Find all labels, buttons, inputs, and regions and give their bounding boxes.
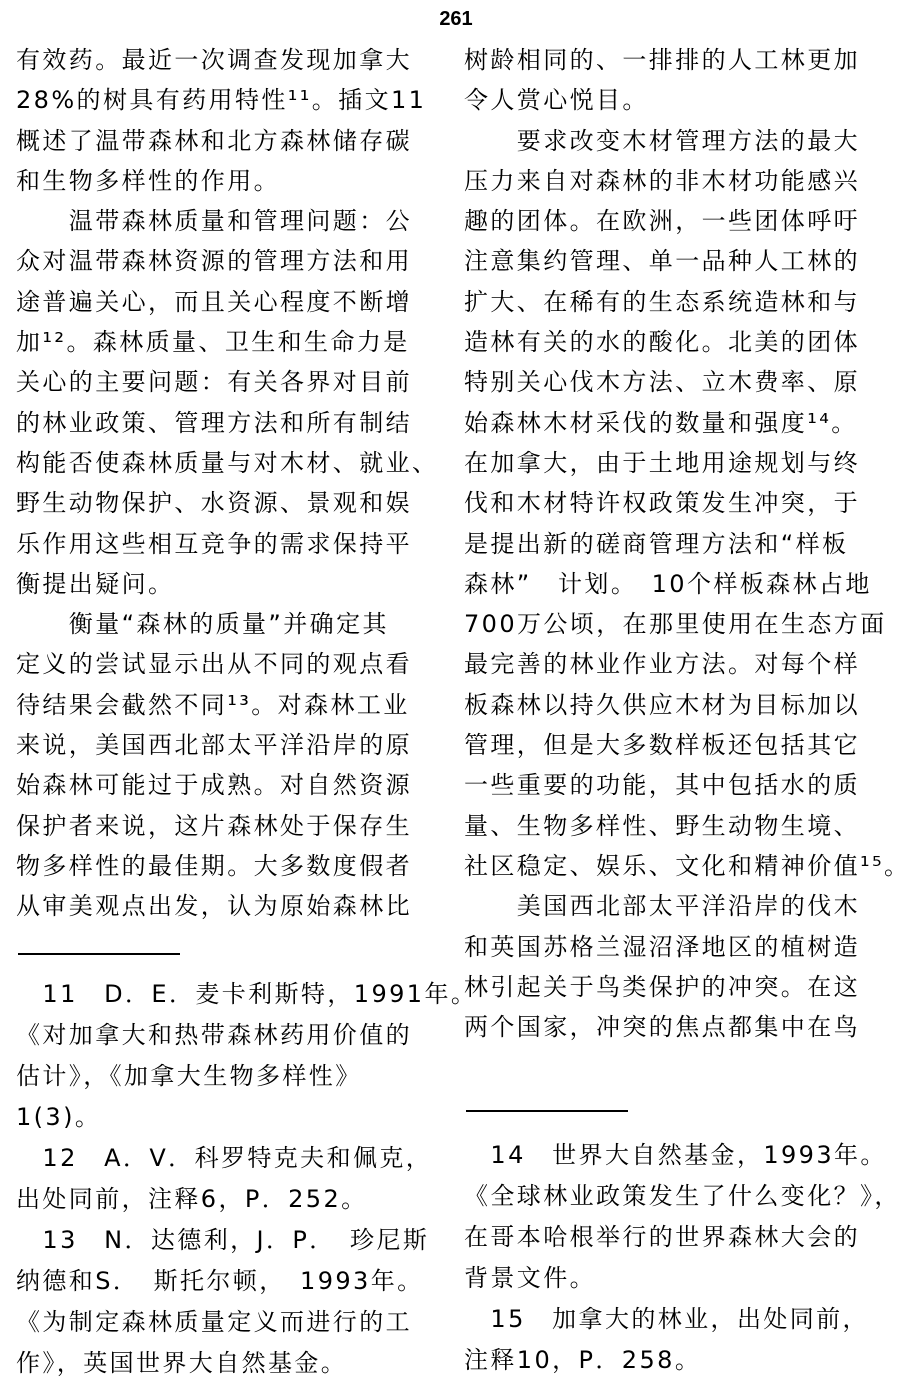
text-line: 28%的树具有药用特性¹¹。插文11 xyxy=(16,86,427,115)
text-line: 和生物多样性的作用。 xyxy=(16,166,280,195)
footnote-line: 出处同前，注释6，P．252。 xyxy=(16,1185,368,1213)
text-line: 两个国家，冲突的焦点都集中在鸟 xyxy=(464,1013,860,1042)
text-line: 令人赏心悦目。 xyxy=(464,86,649,115)
text-line: 树龄相同的、一排排的人工林更加 xyxy=(464,46,860,74)
text-line: 衡提出疑问。 xyxy=(16,569,175,598)
text-line: 管理，但是大多数样板还包括其它 xyxy=(464,731,860,760)
text-line: 待结果会截然不同¹³。对森林工业 xyxy=(16,690,410,719)
text-line: 要求改变木材管理方法的最大 xyxy=(464,126,860,155)
text-line: 来说，美国西北部太平洋沿岸的原 xyxy=(16,731,412,760)
text-line: 的林业政策、管理方法和所有制结 xyxy=(16,408,412,437)
text-line: 温带森林质量和管理问题：公 xyxy=(16,207,412,236)
footnote-line: 14 世界大自然基金，1993年。 xyxy=(464,1141,887,1169)
text-line: 美国西北部太平洋沿岸的伐木 xyxy=(464,892,860,921)
footnote-line: 作》，英国世界大自然基金。 xyxy=(16,1349,348,1377)
footnote-line: 在哥本哈根举行的世界森林大会的 xyxy=(464,1223,860,1251)
right-footnote-separator xyxy=(466,1110,628,1113)
left-footnotes xyxy=(16,974,478,1384)
text-line: 保护者来说，这片森林处于保存生 xyxy=(16,811,412,840)
footnote-line: 《为制定森林质量定义而进行的工 xyxy=(16,1308,412,1336)
text-line: 物多样性的最佳期。大多数度假者 xyxy=(16,851,412,880)
text-line: 特别关心伐木方法、立木费率、原 xyxy=(464,368,860,397)
right-footnotes xyxy=(464,1135,904,1381)
text-line: 从审美观点出发，认为原始森林比 xyxy=(16,892,412,921)
text-line: 700万公顷，在那里使用在生态方面 xyxy=(464,610,887,639)
text-line: 社区稳定、娱乐、文化和精神价值¹⁵。 xyxy=(464,851,911,880)
page-number: 261 xyxy=(439,8,473,30)
footnote-line: 11 D．E．麦卡利斯特，1991年。 xyxy=(16,980,478,1008)
footnote-line: 1(3)。 xyxy=(16,1103,102,1131)
left-footnote-separator xyxy=(18,953,180,956)
left-column-body xyxy=(16,40,456,927)
footnote-line: 《全球林业政策发生了什么变化？》， xyxy=(464,1182,901,1210)
text-line: 概述了温带森林和北方森林储存碳 xyxy=(16,126,412,155)
footnote-line: 注释10，P．258。 xyxy=(464,1346,702,1374)
text-line: 趣的团体。在欧洲，一些团体呼吁 xyxy=(464,207,860,236)
text-line: 和英国苏格兰湿沼泽地区的植树造 xyxy=(464,932,860,961)
footnote-line: 《对加拿大和热带森林药用价值的 xyxy=(16,1021,412,1049)
text-line: 林引起关于鸟类保护的冲突。在这 xyxy=(464,972,860,1001)
footnote-line: 纳德和S． 斯托尔顿， 1993年。 xyxy=(16,1267,424,1295)
footnote-line: 13 N．达德利，J．P． 珍尼斯 xyxy=(16,1226,430,1254)
text-line: 始森林可能过于成熟。对自然资源 xyxy=(16,771,412,800)
text-line: 野生动物保护、水资源、景观和娱 xyxy=(16,489,412,518)
text-line: 造林有关的水的酸化。北美的团体 xyxy=(464,328,860,357)
text-line: 扩大、在稀有的生态系统造林和与 xyxy=(464,287,860,316)
text-line: 注意集约管理、单一品种人工林的 xyxy=(464,247,860,276)
footnote-line: 背景文件。 xyxy=(464,1264,596,1292)
text-line: 乐作用这些相互竞争的需求保持平 xyxy=(16,529,412,558)
text-line: 森林” 计划。 10个样板森林占地 xyxy=(464,569,872,598)
footnote-line: 15 加拿大的林业，出处同前， xyxy=(464,1305,869,1333)
text-line: 压力来自对森林的非木材功能感兴 xyxy=(464,166,860,195)
text-line: 始森林木材采伐的数量和强度¹⁴。 xyxy=(464,408,858,437)
text-line: 板森林以持久供应木材为目标加以 xyxy=(464,690,860,719)
text-line: 途普遍关心，而且关心程度不断增 xyxy=(16,287,412,316)
text-line: 一些重要的功能，其中包括水的质 xyxy=(464,771,860,800)
text-line: 众对温带森林资源的管理方法和用 xyxy=(16,247,412,276)
text-line: 构能否使森林质量与对木材、就业、 xyxy=(16,448,439,477)
right-column-body xyxy=(464,40,911,1047)
text-line: 加¹²。森林质量、卫生和生命力是 xyxy=(16,328,410,357)
text-line: 定义的尝试显示出从不同的观点看 xyxy=(16,650,412,679)
text-line: 最完善的林业作业方法。对每个样 xyxy=(464,650,860,679)
text-line: 量、生物多样性、野生动物生境、 xyxy=(464,811,860,840)
footnote-line: 12 A．V．科罗特克夫和佩克， xyxy=(16,1144,433,1172)
text-line: 有效药。最近一次调查发现加拿大 xyxy=(16,46,412,74)
text-line: 关心的主要问题：有关各界对目前 xyxy=(16,368,412,397)
text-line: 在加拿大，由于土地用途规划与终 xyxy=(464,448,860,477)
footnote-line: 估计》，《加拿大生物多样性》 xyxy=(16,1062,362,1090)
text-line: 是提出新的磋商管理方法和“样板 xyxy=(464,529,849,558)
text-line: 伐和木材特许权政策发生冲突，于 xyxy=(464,489,860,518)
text-line: 衡量“森林的质量”并确定其 xyxy=(16,610,389,639)
